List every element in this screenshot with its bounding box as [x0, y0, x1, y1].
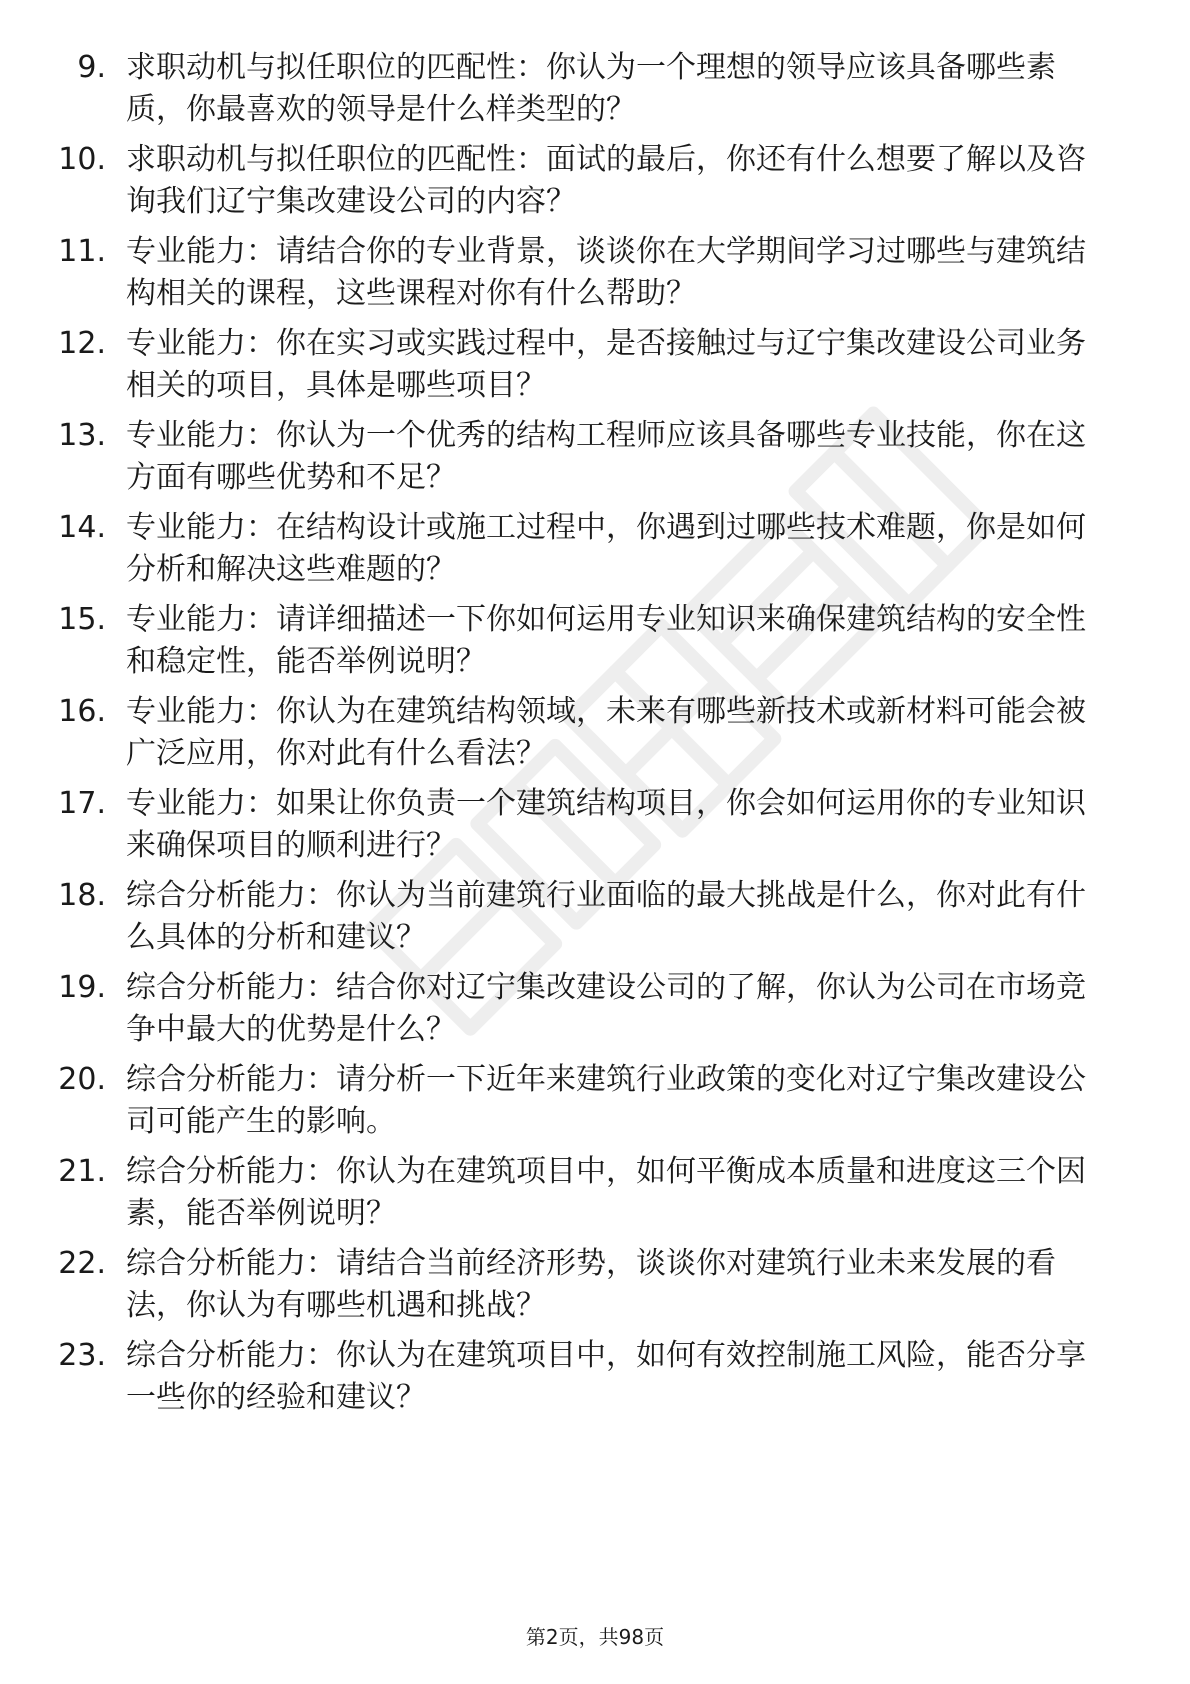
- question-number: 15.: [58, 602, 106, 637]
- question-item: [0, 691, 1190, 783]
- question-item: [0, 139, 1190, 231]
- question-text: 专业能力：请详细描述一下你如何运用专业知识来确保建筑结构的安全性和稳定性，能否举例说明？: [126, 602, 1086, 679]
- question-text: 专业能力：请结合你的专业背景，谈谈你在大学期间学习过哪些与建筑结构相关的课程，这些课程对你有什么帮助？: [126, 234, 1086, 311]
- question-item: [0, 415, 1190, 507]
- question-text: 综合分析能力：你认为在建筑项目中，如何有效控制施工风险，能否分享一些你的经验和建议？: [126, 1338, 1086, 1415]
- question-item: [0, 1243, 1190, 1335]
- question-item: [0, 507, 1190, 599]
- question-item: [0, 783, 1190, 875]
- question-number: 10.: [58, 142, 106, 177]
- question-number: 13.: [58, 418, 106, 453]
- question-list: [0, 47, 1190, 1427]
- question-number: 20.: [58, 1062, 106, 1097]
- question-item: [0, 599, 1190, 691]
- question-item: [0, 1335, 1190, 1427]
- question-number: 19.: [58, 970, 106, 1005]
- question-text: 求职动机与拟任职位的匹配性：你认为一个理想的领导应该具备哪些素质，你最喜欢的领导是什么样类型的？: [126, 50, 1056, 127]
- question-number: 21.: [58, 1154, 106, 1189]
- question-text: 综合分析能力：请结合当前经济形势，谈谈你对建筑行业未来发展的看法，你认为有哪些机遇和挑战？: [126, 1246, 1056, 1323]
- question-text: 专业能力：你认为在建筑结构领域，未来有哪些新技术或新材料可能会被广泛应用，你对此有什么看法？: [126, 694, 1086, 771]
- question-text: 专业能力：你在实习或实践过程中，是否接触过与辽宁集改建设公司业务相关的项目，具体是哪些项目？: [126, 326, 1086, 403]
- question-item: [0, 875, 1190, 967]
- question-number: 9.: [77, 50, 106, 85]
- question-text: 综合分析能力：结合你对辽宁集改建设公司的了解，你认为公司在市场竞争中最大的优势是什么？: [126, 970, 1086, 1047]
- question-number: 11.: [58, 234, 106, 269]
- question-item: [0, 1059, 1190, 1151]
- question-item: [0, 1151, 1190, 1243]
- question-number: 23.: [58, 1338, 106, 1373]
- question-text: 综合分析能力：请分析一下近年来建筑行业政策的变化对辽宁集改建设公司可能产生的影响。: [126, 1062, 1086, 1139]
- question-number: 18.: [58, 878, 106, 913]
- question-item: [0, 323, 1190, 415]
- question-text: 专业能力：你认为一个优秀的结构工程师应该具备哪些专业技能，你在这方面有哪些优势和不足？: [126, 418, 1086, 495]
- page-footer: 第2页，共98页: [525, 1625, 665, 1649]
- question-number: 17.: [58, 786, 106, 821]
- question-number: 22.: [58, 1246, 106, 1281]
- question-number: 14.: [58, 510, 106, 545]
- question-text: 综合分析能力：你认为当前建筑行业面临的最大挑战是什么，你对此有什么具体的分析和建议？: [126, 878, 1086, 955]
- question-item: [0, 47, 1190, 139]
- question-text: 专业能力：在结构设计或施工过程中，你遇到过哪些技术难题，你是如何分析和解决这些难题的？: [126, 510, 1086, 587]
- question-number: 16.: [58, 694, 106, 729]
- question-number: 12.: [58, 326, 106, 361]
- question-item: [0, 231, 1190, 323]
- question-text: 综合分析能力：你认为在建筑项目中，如何平衡成本质量和进度这三个因素，能否举例说明？: [126, 1154, 1086, 1231]
- question-item: [0, 967, 1190, 1059]
- question-text: 求职动机与拟任职位的匹配性：面试的最后，你还有什么想要了解以及咨询我们辽宁集改建设公司的内容？: [126, 142, 1086, 219]
- question-text: 专业能力：如果让你负责一个建筑结构项目，你会如何运用你的专业知识来确保项目的顺利进行？: [126, 786, 1086, 863]
